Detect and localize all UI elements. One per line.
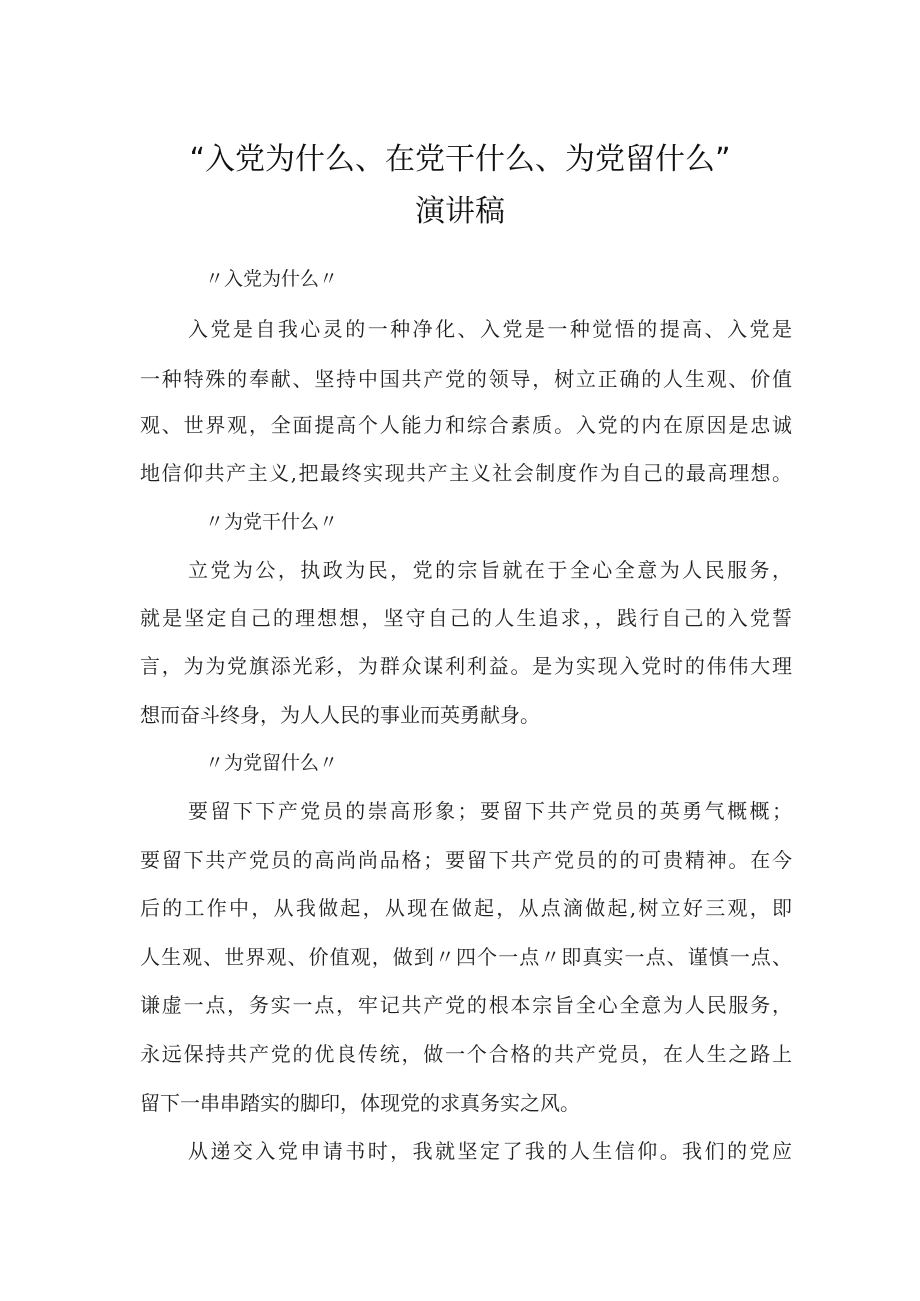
paragraph-line: 要留下共产党员的高尚尚品格；要留下共产党员的的可贵精神。在今 (140, 848, 792, 872)
paragraph-line: 想而奋斗终身，为人人民的事业而英勇献身。 (140, 703, 540, 727)
document-title-line-2: 演讲稿 (415, 194, 505, 229)
paragraph-line: 谦虚一点，务实一点，牢记共产党的根本宗旨全心全意为人民服务， (140, 993, 792, 1017)
paragraph-line: 人生观、世界观、价值观，做到〃四个一点〃即真实一点、谨慎一点、 (140, 945, 792, 969)
paragraph-line: 就是坚定自己的理想想，坚守自己的人生追求，，践行自己的入党誓 (140, 606, 792, 630)
paragraph-line: 留下一串串踏实的脚印，体现党的求真务实之风。 (140, 1091, 580, 1115)
section-heading-3: 〃为党留什么〃 (205, 752, 339, 774)
paragraph-line: 后的工作中，从我做起，从现在做起，从点滴做起,树立好三观，即 (140, 896, 792, 920)
paragraph-line: 言，为为党旗添光彩，为群众谋利利益。是为实现入党时的伟伟大理 (140, 654, 792, 678)
paragraph-line: 地信仰共产主义,把最终实现共产主义社会制度作为自己的最高理想。 (140, 461, 792, 485)
paragraph-line: 永远保持共产党的优良传统，做一个合格的共产党员，在人生之路上 (140, 1042, 792, 1066)
document-title-line-1: “入党为什么、在党干什么、为党留什么” (189, 142, 731, 177)
paragraph-line: 立党为公，执政为民，党的宗旨就在于全心全意为人民服务， (188, 558, 792, 582)
paragraph-line: 要留下下产党员的崇高形象；要留下共产党员的英勇气概概； (188, 799, 792, 823)
paragraph-line: 一种特殊的奉献、坚持中国共产党的领导，树立正确的人生观、价值 (140, 367, 792, 391)
paragraph-line: 从递交入党申请书时，我就坚定了我的人生信仰。我们的党应 (188, 1139, 792, 1163)
paragraph-line: 入党是自我心灵的一种净化、入党是一种觉悟的提高、入党是 (188, 317, 792, 341)
section-heading-2: 〃为党干什么〃 (205, 511, 339, 533)
paragraph-line: 观、世界观，全面提高个人能力和综合素质。入党的内在原因是忠诚 (140, 413, 792, 437)
section-heading-1: 〃入党为什么〃 (205, 268, 339, 290)
